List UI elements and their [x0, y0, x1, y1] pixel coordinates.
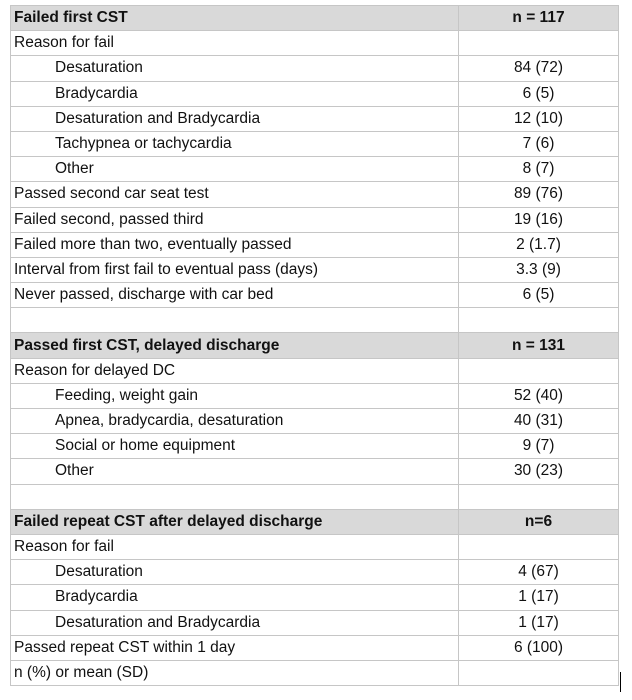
section-title: Failed repeat CST after delayed discharge: [11, 509, 459, 534]
row-value: 1 (17): [459, 610, 619, 635]
row-value: 2 (1.7): [459, 232, 619, 257]
table-row: [11, 207, 619, 232]
row-label: Desaturation and Bradycardia: [11, 610, 459, 635]
row-value: 3.3 (9): [459, 257, 619, 282]
table-row: [11, 610, 619, 635]
row-label: Desaturation: [11, 56, 459, 81]
row-value: 19 (16): [459, 207, 619, 232]
section-count: n=6: [459, 509, 619, 534]
section-title: Passed first CST, delayed discharge: [11, 333, 459, 358]
row-label: Other: [11, 459, 459, 484]
row-label: Reason for delayed DC: [11, 358, 459, 383]
table-row: [11, 383, 619, 408]
row-label: Other: [11, 157, 459, 182]
spacer-row: [11, 484, 619, 509]
row-label: Reason for fail: [11, 534, 459, 559]
table-row: [11, 358, 619, 383]
table-row: [11, 534, 619, 559]
row-value: 6 (100): [459, 635, 619, 660]
row-label: Apnea, bradycardia, desaturation: [11, 409, 459, 434]
row-label: Passed repeat CST within 1 day: [11, 635, 459, 660]
section-title: Failed first CST: [11, 6, 459, 31]
table-row: [11, 56, 619, 81]
row-value: [459, 534, 619, 559]
table-row: [11, 635, 619, 660]
row-value: [459, 31, 619, 56]
row-value: 12 (10): [459, 106, 619, 131]
table-row: [11, 434, 619, 459]
row-value: [459, 660, 619, 685]
row-value: 8 (7): [459, 157, 619, 182]
results-table: [10, 5, 619, 686]
section-count: n = 131: [459, 333, 619, 358]
row-label: [11, 484, 459, 509]
row-label: Failed second, passed third: [11, 207, 459, 232]
table-row: [11, 232, 619, 257]
table-row: [11, 31, 619, 56]
table-row: [11, 560, 619, 585]
results-table-body: [11, 6, 619, 686]
row-value: 6 (5): [459, 283, 619, 308]
table-row: [11, 459, 619, 484]
table-row: [11, 81, 619, 106]
table-row: [11, 257, 619, 282]
row-label: Bradycardia: [11, 585, 459, 610]
row-value: 84 (72): [459, 56, 619, 81]
section-header-row: [11, 333, 619, 358]
row-value: 89 (76): [459, 182, 619, 207]
footnote-label: n (%) or mean (SD): [11, 660, 459, 685]
table-row: [11, 106, 619, 131]
row-label: Never passed, discharge with car bed: [11, 283, 459, 308]
table-row: [11, 157, 619, 182]
row-value: [459, 358, 619, 383]
row-label: Passed second car seat test: [11, 182, 459, 207]
row-label: Failed more than two, eventually passed: [11, 232, 459, 257]
row-value: 30 (23): [459, 459, 619, 484]
row-label: Bradycardia: [11, 81, 459, 106]
row-label: Interval from first fail to eventual pass (days): [11, 257, 459, 282]
row-value: 1 (17): [459, 585, 619, 610]
section-count: n = 117: [459, 6, 619, 31]
table-row: [11, 283, 619, 308]
table-row: [11, 182, 619, 207]
row-value: 40 (31): [459, 409, 619, 434]
table-row: [11, 131, 619, 156]
section-header-row: [11, 509, 619, 534]
row-value: [459, 308, 619, 333]
row-value: 52 (40): [459, 383, 619, 408]
row-value: 7 (6): [459, 131, 619, 156]
row-label: [11, 308, 459, 333]
row-label: Feeding, weight gain: [11, 383, 459, 408]
section-header-row: [11, 6, 619, 31]
row-value: 9 (7): [459, 434, 619, 459]
row-label: Social or home equipment: [11, 434, 459, 459]
text-cursor: [620, 672, 621, 692]
row-value: 4 (67): [459, 560, 619, 585]
row-label: Desaturation and Bradycardia: [11, 106, 459, 131]
row-label: Reason for fail: [11, 31, 459, 56]
row-label: Tachypnea or tachycardia: [11, 131, 459, 156]
spacer-row: [11, 308, 619, 333]
footnote-row: [11, 660, 619, 685]
row-label: Desaturation: [11, 560, 459, 585]
row-value: 6 (5): [459, 81, 619, 106]
row-value: [459, 484, 619, 509]
table-row: [11, 409, 619, 434]
table-row: [11, 585, 619, 610]
